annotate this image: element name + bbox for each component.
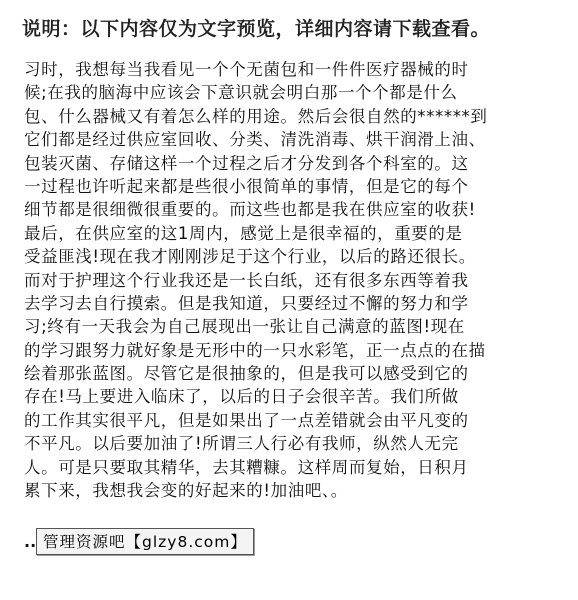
text-line: 绘着那张蓝图。尽管它是很抽象的，但是我可以感受到它的 xyxy=(24,364,469,384)
text-line: 不平凡。以后要加油了!所谓三人行必有我师，纵然人无完 xyxy=(24,434,459,454)
text-line: 最后，在供应室的这1周内，感觉上是很幸福的，重要的是 xyxy=(24,223,463,243)
text-line: 一过程也许听起来都是些很小很简单的事情，但是它的每个 xyxy=(24,176,469,196)
text-line: 去学习去自行摸索。但是我知道，只要经过不懈的努力和学 xyxy=(24,293,469,313)
text-line: 它们都是经过供应室回收、分类、清洗消毒、烘干润滑上油、 xyxy=(24,130,486,150)
text-line: 受益匪浅!现在我才刚刚涉足于这个行业，以后的路还很长。 xyxy=(24,247,476,267)
watermark-link[interactable]: 管理资源吧【glzy8.com】 xyxy=(36,528,254,555)
text-line: 的工作其实很平凡，但是如果出了一点差错就会由平凡变的 xyxy=(24,410,469,430)
text-line: 习;终有一天我会为自己展现出一张让自己满意的蓝图!现在 xyxy=(24,317,465,337)
trailing-dots: .. xyxy=(24,532,37,551)
text-line: 包装灭菌、存储这样一个过程之后才分发到各个科室的。这 xyxy=(24,153,469,173)
text-line: 习时，我想每当我看见一个个无菌包和一件件医疗器械的时 xyxy=(24,60,469,79)
text-line: 存在!马上要进入临床了，以后的日子会很辛苦。我们所做 xyxy=(24,387,459,407)
preview-notice-title: 说明：以下内容仅为文字预览，详细内容请下载查看。 xyxy=(22,18,491,40)
text-line: 细节都是很细微很重要的。而这些也都是我在供应室的收获! xyxy=(24,200,476,220)
text-line: 的学习跟努力就好象是无形中的一只水彩笔，正一点点的在描 xyxy=(24,340,486,360)
text-line: 而对于护理这个行业我还是一长白纸，还有很多东西等着我 xyxy=(24,270,469,290)
text-line: 人。可是只要取其精华，去其糟糠。这样周而复始，日积月 xyxy=(24,457,469,477)
text-line: 累下来，我想我会变的好起来的!加油吧、。 xyxy=(24,481,348,501)
document-body xyxy=(24,58,564,502)
text-line: 包、什么器械又有着怎么样的用途。然后会很自然的******到 xyxy=(24,106,488,126)
text-line: 候;在我的脑海中应该会下意识就会明白那一个个都是什么 xyxy=(24,83,458,103)
